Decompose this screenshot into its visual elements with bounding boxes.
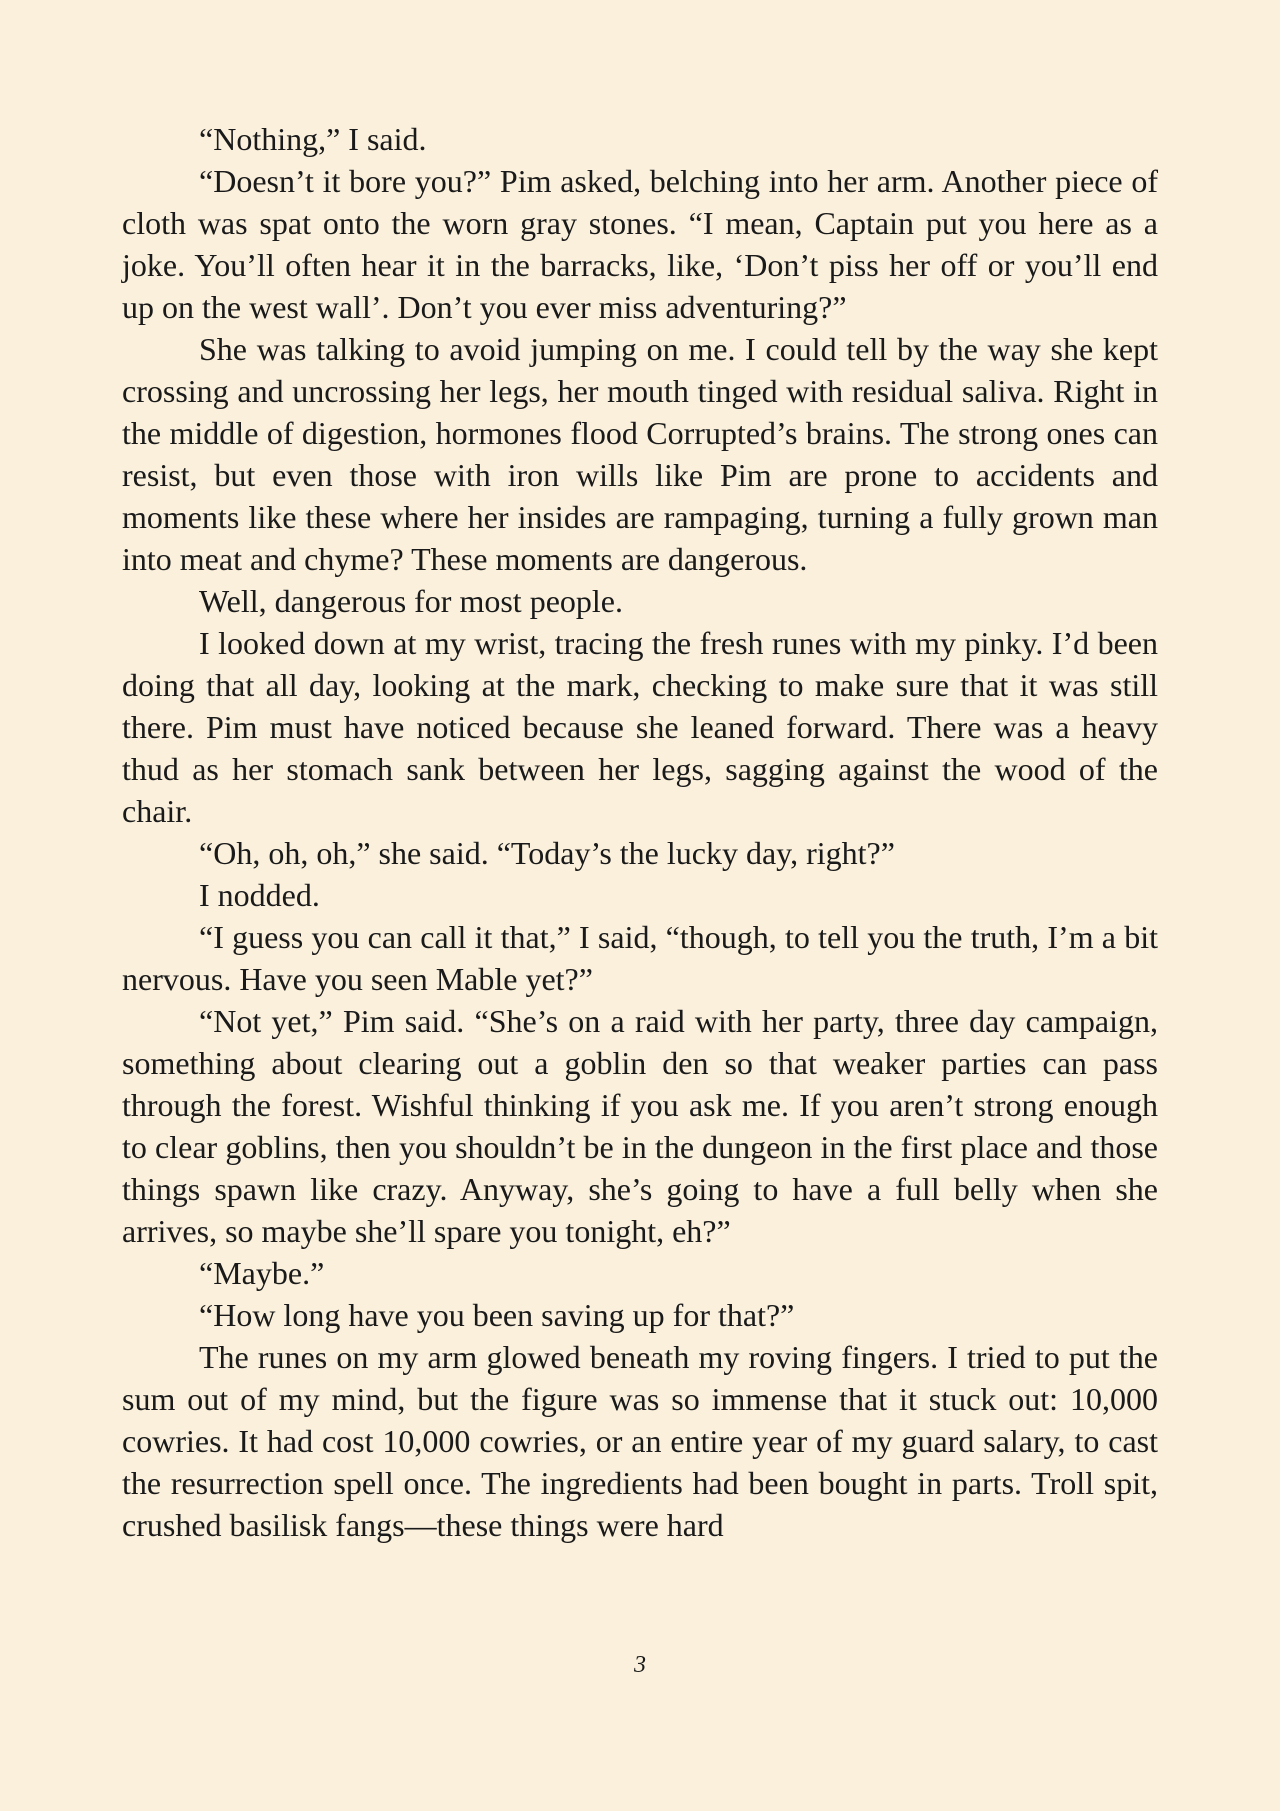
paragraph: I looked down at my wrist, tracing the fresh runes with my pinky. I’d been doing that all day, looking at the mark, checking to make sure that it was still there. Pim must have noticed because she leaned forward. There was a heavy thud as her stomach sank between her legs, sagging against the wood of the chair.	[122, 625, 1158, 829]
paragraph: “Oh, oh, oh,” she said. “Today’s the lucky day, right?”	[199, 835, 895, 871]
paragraph: “Doesn’t it bore you?” Pim asked, belching into her arm. Another piece of cloth was spat onto the worn gray stones. “I mean, Captain put you here as a joke. You’ll often hear it in the barracks, like, ‘Don’t piss her off or you’ll end up on the west wall’. Don’t you ever miss adventuring?”	[122, 163, 1158, 325]
paragraph: “I guess you can call it that,” I said, “though, to tell you the truth, I’m a bit nervous. Have you seen Mable yet?”	[122, 919, 1158, 997]
paragraph: I nodded.	[199, 877, 320, 913]
paragraph: The runes on my arm glowed beneath my roving fingers. I tried to put the sum out of my mind, but the figure was so immense that it stuck out: 10,000 cowries. It had cost 10,000 cowries, or an entire year of my guard salary, to cast the resurrection spell once. The ingredients had been bought in parts. Troll spit, crushed basilisk fangs—these things were hard	[122, 1339, 1158, 1543]
paragraph: “Maybe.”	[199, 1255, 325, 1291]
body-text	[122, 118, 1158, 1546]
paragraph: She was talking to avoid jumping on me. I could tell by the way she kept crossing and uncrossing her legs, her mouth tinged with residual saliva. Right in the middle of digestion, hormones flood Corrupted’s brains. The strong ones can resist, but even those with iron wills like Pim are prone to accidents and moments like these where her insides are rampaging, turning a fully grown man into meat and chyme? These moments are dangerous.	[122, 331, 1158, 577]
paragraph: “Nothing,” I said.	[199, 121, 427, 157]
paragraph: “How long have you been saving up for that?”	[199, 1297, 795, 1333]
page-number: 3	[634, 1652, 646, 1678]
paragraph: “Not yet,” Pim said. “She’s on a raid with her party, three day campaign, something about clearing out a goblin den so that weaker parties can pass through the forest. Wishful thinking if you ask me. If you aren’t strong enough to clear goblins, then you shouldn’t be in the dungeon in the first place and those things spawn like crazy. Anyway, she’s going to have a full belly when she arrives, so maybe she’ll spare you tonight, eh?”	[122, 1003, 1158, 1249]
paragraph: Well, dangerous for most people.	[199, 583, 623, 619]
